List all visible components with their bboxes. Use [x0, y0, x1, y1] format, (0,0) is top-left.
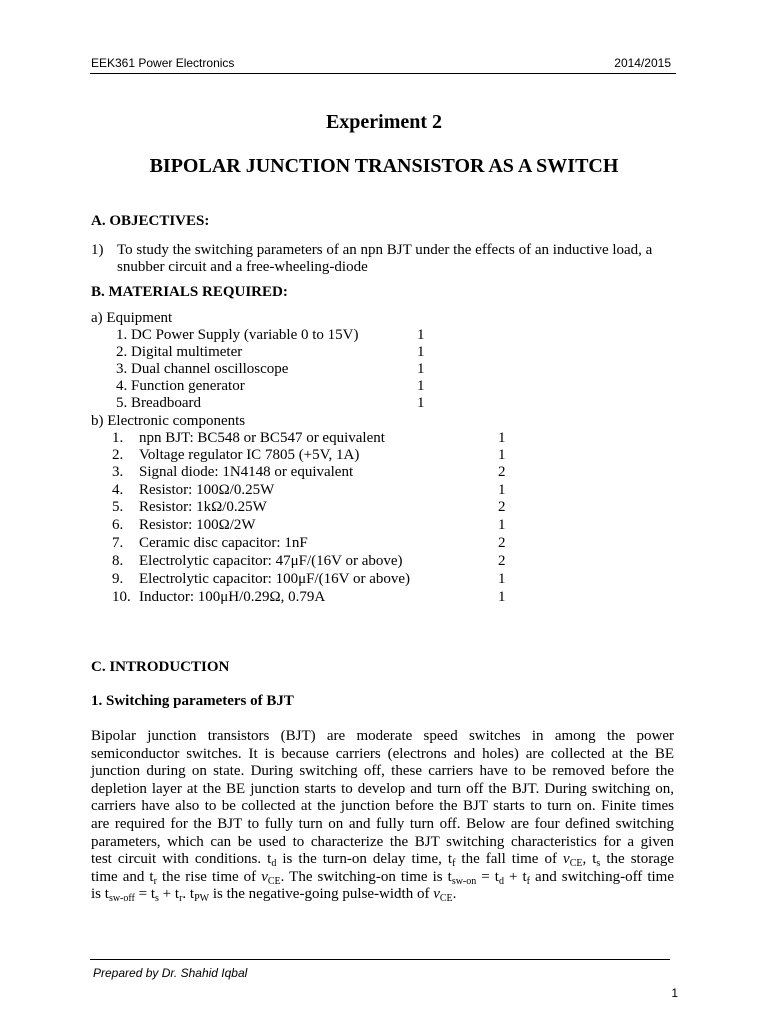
section-c-heading: C. INTRODUCTION [91, 659, 230, 675]
component-qty: 2 [498, 464, 506, 480]
objective-line-2: snubber circuit and a free-wheeling-diode [117, 259, 368, 275]
subscript: d [498, 875, 504, 887]
equipment-item: 3. Dual channel oscilloscope [116, 361, 289, 377]
component-qty: 1 [498, 517, 506, 533]
text-run: = t [134, 886, 156, 903]
component-item: Electrolytic capacitor: 47μF/(16V or above) [139, 553, 403, 569]
text-run: the storage [600, 851, 675, 868]
section-c-subheading: 1. Switching parameters of BJT [91, 693, 294, 709]
components-label: b) Electronic components [91, 413, 246, 429]
component-qty: 1 [498, 482, 506, 498]
footer-author: Prepared by Dr. Shahid Iqbal [93, 966, 248, 980]
variable: v [433, 886, 440, 903]
equipment-qty: 1 [417, 361, 425, 377]
experiment-subtitle: BIPOLAR JUNCTION TRANSISTOR AS A SWITCH [149, 155, 619, 177]
paragraph-line: junction during on state. During switching off, these carriers have to be removed before the [91, 763, 674, 780]
component-item: npn BJT: BC548 or BC547 or equivalent [139, 430, 385, 446]
text-run: the rise time of [156, 868, 262, 885]
text-run: + t [158, 886, 180, 903]
component-number: 10. [112, 589, 131, 605]
component-item: Electrolytic capacitor: 100μF/(16V or above) [139, 571, 411, 587]
equipment-qty: 1 [417, 327, 425, 343]
subscript: sw-off [108, 893, 135, 905]
component-qty: 1 [498, 571, 506, 587]
component-number: 3. [112, 464, 124, 480]
subscript: f [526, 875, 531, 887]
text-run: is the turn-on delay time, t [276, 851, 453, 868]
paragraph-line: depletion layer at the BE junction starts to develop and turn off the BJT. During switching on, [91, 780, 674, 797]
component-number: 7. [112, 535, 124, 551]
subscript: r [179, 893, 183, 905]
component-qty: 2 [498, 535, 506, 551]
experiment-title: Experiment 2 [325, 111, 443, 133]
paragraph-line [91, 851, 674, 869]
paragraph-line [91, 869, 674, 887]
component-qty: 2 [498, 553, 506, 569]
component-qty: 1 [498, 447, 506, 463]
subscript: d [271, 858, 277, 870]
subscript: f [452, 858, 456, 870]
component-item: Voltage regulator IC 7805 (+5V, 1A) [139, 447, 360, 463]
variable: v [563, 851, 570, 868]
page-number: 1 [671, 986, 678, 1000]
component-qty: 1 [498, 589, 506, 605]
component-number: 1. [112, 430, 124, 446]
text-run: = t [476, 868, 499, 885]
section-b-heading: B. MATERIALS REQUIRED: [91, 284, 288, 300]
component-item: Resistor: 100Ω/0.25W [139, 482, 275, 498]
text-run: is t [91, 886, 109, 903]
subscript: r [153, 875, 157, 887]
intro-paragraph [91, 728, 674, 904]
header-rule [90, 73, 676, 74]
component-number: 4. [112, 482, 124, 498]
footer-rule [90, 959, 670, 960]
component-qty: 1 [498, 430, 506, 446]
text-run: + t [503, 868, 527, 885]
text-run: the fall time of [455, 851, 564, 868]
subscript: CE [569, 858, 583, 870]
equipment-qty: 1 [417, 395, 425, 411]
equipment-label: a) Equipment [91, 310, 173, 326]
component-item: Inductor: 100μH/0.29Ω, 0.79A [139, 589, 326, 605]
objective-number: 1) [91, 242, 104, 258]
component-item: Resistor: 1kΩ/0.25W [139, 499, 267, 515]
subscript: CE [439, 893, 453, 905]
equipment-qty: 1 [417, 378, 425, 394]
paragraph-line: parameters, which can be used to characterize the BJT switching characteristics for a given [91, 833, 674, 850]
component-qty: 2 [498, 499, 506, 515]
text-run: and switching-off time [530, 868, 674, 885]
subscript: sw-on [451, 875, 477, 887]
component-item: Ceramic disc capacitor: 1nF [139, 535, 308, 551]
header-course: EEK361 Power Electronics [91, 56, 235, 70]
component-number: 6. [112, 517, 124, 533]
subscript: PW [194, 893, 210, 905]
equipment-item: 4. Function generator [116, 378, 245, 394]
subscript: s [155, 893, 159, 905]
equipment-qty: 1 [417, 344, 425, 360]
component-item: Resistor: 100Ω/2W [139, 517, 256, 533]
equipment-item: 1. DC Power Supply (variable 0 to 15V) [116, 327, 359, 343]
equipment-item: 5. Breadboard [116, 395, 201, 411]
subscript: CE [267, 875, 281, 887]
objective-line-1: To study the switching parameters of an npn BJT under the effects of an inductive load, a [117, 242, 653, 258]
text-run: . [452, 886, 457, 903]
paragraph-line: semiconductor switches. It is because carriers (electrons and holes) are collected at the BE [91, 745, 674, 762]
paragraph-line: are required for the BJT to fully turn on and fully turn off. Below are four defined switching [91, 815, 674, 832]
subscript: s [596, 858, 601, 870]
text-run: is the negative-going pulse-width of [209, 886, 434, 903]
text-run: . t [182, 886, 195, 903]
paragraph-line: Bipolar junction transistors (BJT) are moderate speed switches in among the power [91, 728, 674, 744]
equipment-item: 2. Digital multimeter [116, 344, 243, 360]
section-a-heading: A. OBJECTIVES: [91, 213, 210, 229]
component-number: 2. [112, 447, 124, 463]
paragraph-line: carriers have also to be collected at the junction before the BJT starts to turn on. Finite times [91, 798, 674, 815]
text-run: time and t [91, 868, 154, 885]
header-year: 2014/2015 [614, 56, 671, 70]
text-run: test circuit with conditions. t [91, 851, 272, 868]
text-run: , t [582, 851, 597, 868]
text-run: . The switching-on time is t [280, 868, 452, 885]
component-number: 9. [112, 571, 124, 587]
component-number: 8. [112, 553, 124, 569]
component-item: Signal diode: 1N4148 or equivalent [139, 464, 354, 480]
paragraph-line [91, 886, 674, 904]
variable: v [261, 868, 268, 885]
component-number: 5. [112, 499, 124, 515]
